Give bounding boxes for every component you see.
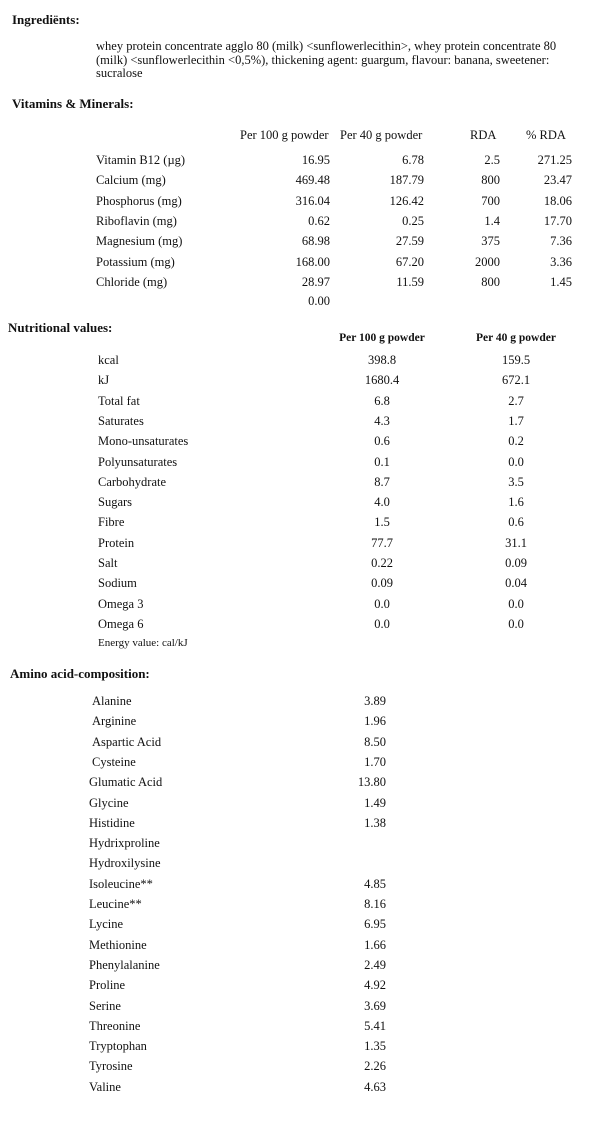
vitamin-rda: 700 — [481, 193, 500, 208]
amino-name: Glumatic Acid — [89, 775, 163, 790]
amino-name: Glycine — [89, 795, 129, 810]
amino-name: Leucine** — [89, 897, 142, 911]
vitamin-rda: 800 — [481, 274, 500, 289]
nutrition-per40: 0.2 — [508, 434, 524, 449]
amino-name: Threonine — [89, 1018, 141, 1033]
vitamins-header-per100: Per 100 g powder — [240, 128, 329, 142]
amino-title: Amino acid-composition: — [10, 666, 150, 681]
vitamins-header-per40: Per 40 g powder — [340, 128, 423, 142]
amino-value: 4.85 — [364, 876, 386, 891]
vitamin-pct-rda: 18.06 — [543, 193, 572, 208]
nutrition-per100: 0.0 — [374, 596, 390, 611]
amino-name: Serine — [89, 998, 121, 1013]
amino-name: Histidine — [89, 815, 135, 830]
amino-value: 8.50 — [364, 734, 386, 749]
nutrition-per100: 0.1 — [374, 454, 390, 469]
amino-value: 1.38 — [364, 815, 386, 830]
vitamin-pct-rda: 7.36 — [550, 234, 572, 249]
amino-value: 2.26 — [364, 1059, 386, 1074]
vitamin-rda: 2000 — [475, 254, 500, 269]
vitamin-per100: 0.62 — [308, 213, 330, 228]
nutrition-name: Sodium — [98, 576, 137, 591]
nutrition-name: Carbohydrate — [98, 474, 167, 489]
nutrition-per40: 0.0 — [508, 454, 524, 469]
amino-value: 1.96 — [364, 714, 386, 729]
nutrition-per40: 1.6 — [508, 495, 524, 510]
vitamins-header-pct-rda: % RDA — [526, 128, 566, 142]
amino-value: 3.89 — [364, 694, 386, 708]
nutrition-name: kcal — [98, 353, 119, 367]
amino-name: Hydroxilysine — [89, 856, 161, 871]
amino-name: Valine — [89, 1079, 121, 1094]
amino-name: Cysteine — [92, 754, 136, 769]
amino-name: Alanine — [92, 694, 132, 708]
vitamin-per100: 469.48 — [295, 173, 330, 188]
nutrition-per40: 31.1 — [505, 535, 527, 550]
nutrition-name: kJ — [98, 373, 110, 388]
amino-value: 3.69 — [364, 998, 386, 1013]
vitamin-name: Calcium (mg) — [96, 173, 166, 188]
vitamin-name: Vitamin B12 (µg) — [96, 153, 186, 167]
nutrition-name: Fibre — [98, 515, 125, 530]
amino-name: Proline — [89, 978, 126, 993]
nutrition-per40: 0.04 — [505, 576, 527, 591]
vitamin-name: Potassium (mg) — [96, 254, 175, 269]
nutrition-per40: 0.09 — [505, 556, 527, 570]
vitamin-rda: 2.5 — [484, 153, 500, 167]
amino-name: Phenylalanine — [89, 957, 160, 972]
vitamin-name: Magnesium (mg) — [96, 234, 183, 249]
nutrition-per100: 0.22 — [371, 556, 393, 570]
vitamin-pct-rda: 17.70 — [543, 213, 572, 228]
vitamin-name: Riboflavin (mg) — [96, 213, 177, 228]
vitamin-per100: 68.98 — [301, 234, 330, 249]
amino-name: Lycine — [89, 917, 124, 932]
vitamins-title: Vitamins & Minerals: — [12, 96, 134, 111]
vitamin-per40: 27.59 — [395, 234, 424, 249]
vitamin-per100: 16.95 — [301, 153, 330, 167]
vitamin-pct-rda: 1.45 — [550, 274, 572, 289]
vitamins-extra-value: 0.00 — [308, 294, 330, 308]
nutrition-name: Salt — [98, 556, 118, 570]
amino-value: 6.95 — [364, 917, 386, 932]
amino-name: Arginine — [92, 714, 137, 729]
nutrition-name: Omega 3 — [98, 596, 144, 611]
nutrition-per40: 672.1 — [501, 373, 531, 388]
vitamin-pct-rda: 3.36 — [550, 254, 572, 269]
amino-value: 5.41 — [364, 1018, 386, 1033]
vitamin-rda: 375 — [481, 234, 500, 249]
amino-value: 2.49 — [364, 957, 386, 972]
vitamin-per40: 0.25 — [402, 213, 424, 228]
vitamin-per100: 168.00 — [295, 254, 330, 269]
vitamin-per40: 67.20 — [395, 254, 424, 269]
amino-value: 4.92 — [364, 978, 386, 993]
vitamin-per40: 6.78 — [402, 153, 424, 167]
ingredients-title: Ingrediënts: — [12, 12, 80, 27]
nutrition-title: Nutritional values: — [8, 320, 113, 335]
vitamin-per100: 316.04 — [295, 193, 330, 208]
amino-name: Isoleucine** — [89, 876, 153, 891]
amino-value: 13.80 — [357, 775, 386, 790]
amino-value: 1.70 — [364, 754, 386, 769]
nutrition-name: Mono-unsaturates — [98, 434, 189, 449]
nutrition-name: Polyunsaturates — [98, 454, 178, 469]
nutrition-per40: 0.0 — [508, 596, 524, 611]
nutrition-per100: 77.7 — [371, 535, 393, 550]
vitamin-per40: 126.42 — [389, 193, 424, 208]
nutrition-name: Sugars — [98, 495, 133, 510]
nutrition-per40: 3.5 — [508, 474, 524, 489]
amino-value: 4.63 — [364, 1079, 386, 1094]
amino-value: 1.35 — [364, 1039, 386, 1054]
nutrition-name: Omega 6 — [98, 616, 144, 631]
nutrition-per100: 0.6 — [374, 434, 390, 449]
nutrition-per100: 6.8 — [374, 393, 390, 408]
amino-name: Hydrixproline — [89, 836, 160, 851]
nutrition-per40: 0.6 — [508, 515, 524, 530]
nutrition-per100: 398.8 — [367, 353, 397, 367]
amino-name: Methionine — [89, 937, 147, 952]
amino-name: Tyrosine — [89, 1059, 133, 1074]
amino-value: 1.49 — [364, 795, 386, 810]
vitamin-per40: 187.79 — [389, 173, 424, 188]
vitamin-rda: 1.4 — [484, 213, 500, 228]
nutrition-note: Energy value: cal/kJ — [98, 637, 188, 649]
vitamin-name: Chloride (mg) — [96, 274, 168, 289]
nutrition-per40: 0.0 — [508, 616, 524, 631]
nutrition-name: Saturates — [98, 413, 144, 428]
nutrition-per100: 0.0 — [374, 616, 390, 631]
nutrition-name: Protein — [98, 535, 135, 550]
nutrition-header-per100: Per 100 g powder — [339, 332, 425, 344]
nutrition-per40: 2.7 — [508, 393, 524, 408]
nutrition-per40: 1.7 — [508, 413, 524, 428]
vitamin-pct-rda: 271.25 — [537, 153, 572, 167]
vitamin-pct-rda: 23.47 — [543, 173, 572, 188]
nutrition-per40: 159.5 — [501, 353, 531, 367]
nutrition-per100: 4.0 — [374, 495, 390, 510]
amino-name: Aspartic Acid — [92, 734, 162, 749]
amino-value: 8.16 — [364, 897, 386, 911]
nutrition-per100: 1680.4 — [364, 373, 400, 388]
vitamin-name: Phosphorus (mg) — [96, 193, 182, 208]
vitamins-header-rda: RDA — [470, 128, 497, 142]
nutrition-per100: 4.3 — [374, 413, 390, 428]
nutrition-header-per40: Per 40 g powder — [476, 332, 556, 344]
ingredients-text: whey protein concentrate agglo 80 (milk) <sunflowerlecithin>, whey protein concentrate 80 (milk) <sunflowerlecithin <0,5%), thickening agent: guargum, flavour: banana, sweetener: sucralose — [96, 39, 557, 80]
nutrition-per100: 1.5 — [374, 515, 390, 530]
nutrition-per100: 8.7 — [374, 474, 390, 489]
nutrition-name: Total fat — [98, 393, 140, 408]
vitamin-per40: 11.59 — [396, 274, 424, 289]
vitamin-per100: 28.97 — [301, 274, 330, 289]
amino-name: Tryptophan — [89, 1039, 147, 1054]
amino-value: 1.66 — [364, 937, 386, 952]
vitamin-rda: 800 — [481, 173, 500, 188]
nutrition-per100: 0.09 — [371, 576, 393, 591]
